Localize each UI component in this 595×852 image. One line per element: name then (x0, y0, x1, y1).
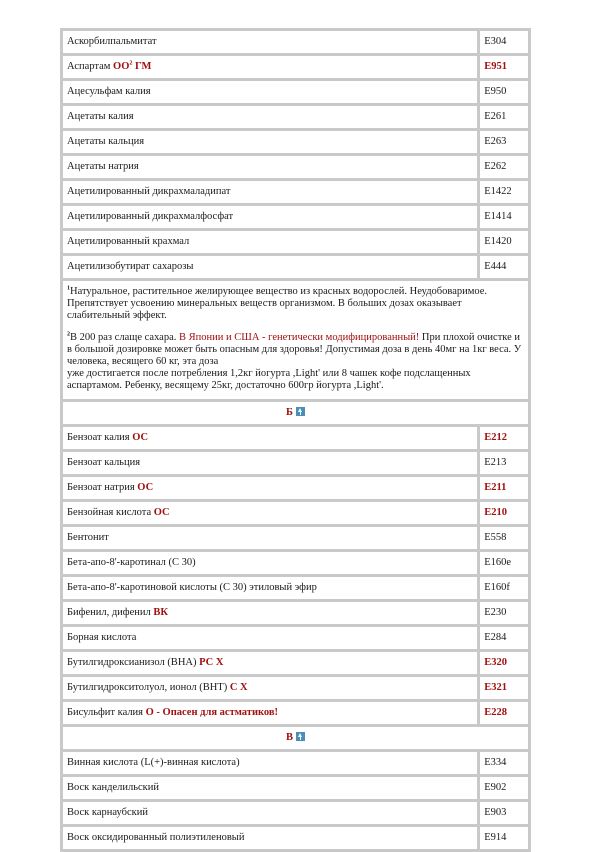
additive-name: Бисульфит калия (67, 707, 144, 718)
additive-name: Ацетилизобутират сахарозы (67, 261, 194, 272)
table-row (63, 31, 528, 53)
risk-mark: ОС (153, 507, 170, 518)
table-row (63, 577, 528, 599)
table-row (63, 602, 528, 624)
additive-name: Ацетаты натрия (67, 161, 139, 172)
table-row (63, 231, 528, 253)
risk-mark: ОО (113, 61, 130, 72)
risk-mark-gm: ГМ (135, 61, 152, 72)
footnote-1-text: Натуральное, растительное желирующее вещество из красных водорослей. Неудобоваримое. Препятствует усвоению минеральных веществ организмом. В больших дозах оказывает слабительный эффект. (67, 286, 488, 321)
table-row (63, 677, 528, 699)
section-header-b (63, 402, 528, 424)
table-row (63, 652, 528, 674)
e-code: E1422 (480, 181, 528, 203)
additive-name-cell (63, 802, 477, 824)
e-code: E262 (480, 156, 528, 178)
table-row (63, 477, 528, 499)
e-code: E261 (480, 106, 528, 128)
additive-name: Бензоат натрия (67, 482, 135, 493)
table-row (63, 452, 528, 474)
table-row (63, 106, 528, 128)
additives-table (60, 28, 531, 852)
additive-name: Винная кислота (L(+)-винная кислота) (67, 757, 240, 768)
additive-name: Бентонит (67, 532, 109, 543)
additive-name: Ацетилированный крахмал (67, 236, 190, 247)
additive-name-cell (63, 106, 477, 128)
additive-name-cell (63, 31, 477, 53)
footnote-2-marker: 2 (67, 331, 70, 338)
section-letter-b: Б (286, 407, 293, 418)
risk-mark: ОС (137, 482, 154, 493)
table-row (63, 527, 528, 549)
additive-name-cell (63, 677, 477, 699)
additive-name-cell (63, 827, 477, 849)
additive-name: Аскорбилпальмитат (67, 36, 157, 47)
table-row (63, 502, 528, 524)
additive-name: Ацетаты калия (67, 111, 134, 122)
section-a-rows (63, 31, 528, 278)
e-code: E558 (480, 527, 528, 549)
additive-name-cell (63, 81, 477, 103)
table-row (63, 627, 528, 649)
e-code: E951 (480, 56, 528, 78)
additive-name-cell (63, 752, 477, 774)
footnote-1-marker: 1 (67, 285, 70, 292)
table-row (63, 156, 528, 178)
e-code: E902 (480, 777, 528, 799)
e-code: E444 (480, 256, 528, 278)
risk-mark: ВК (153, 607, 168, 618)
additive-name-cell (63, 256, 477, 278)
additive-name: Воск карнаубский (67, 807, 148, 818)
e-code: E284 (480, 627, 528, 649)
notes-block (63, 281, 528, 424)
footnote-ref[interactable]: 2 (129, 60, 133, 67)
table-row (63, 827, 528, 849)
risk-mark: О - Опасен для астматиков! (145, 707, 279, 718)
additive-name-cell (63, 156, 477, 178)
e-code: E1420 (480, 231, 528, 253)
section-v-rows (63, 752, 528, 849)
table-row (63, 702, 528, 724)
additive-name-cell (63, 231, 477, 253)
section-v-header-block (63, 727, 528, 749)
section-b-rows (63, 427, 528, 724)
e-code: E334 (480, 752, 528, 774)
additive-name-cell (63, 552, 477, 574)
up-arrow-icon[interactable] (296, 407, 305, 416)
e-code: E213 (480, 452, 528, 474)
additive-name-cell (63, 577, 477, 599)
table-row (63, 427, 528, 449)
e-code: E1414 (480, 206, 528, 228)
e-code: E903 (480, 802, 528, 824)
additive-name: Ацетилированный дикрахмалфосфат (67, 211, 234, 222)
table-row (63, 777, 528, 799)
e-code: E950 (480, 81, 528, 103)
additive-name: Ацетилированный дикрахмаладипат (67, 186, 231, 197)
e-code: E321 (480, 677, 528, 699)
additive-name: Бета-апо-8'-каротинал (С 30) (67, 557, 196, 568)
additive-name-cell (63, 652, 477, 674)
e-code: E160e (480, 552, 528, 574)
table-row (63, 256, 528, 278)
additive-name: Ацетаты кальция (67, 136, 145, 147)
table-row (63, 206, 528, 228)
additive-name: Ацесульфам калия (67, 86, 151, 97)
additive-name: Бензойная кислота (67, 507, 152, 518)
additive-name-cell (63, 131, 477, 153)
e-code: E320 (480, 652, 528, 674)
additive-name-cell (63, 702, 477, 724)
e-code: E230 (480, 602, 528, 624)
risk-mark: С Х (229, 682, 248, 693)
notes-cell (63, 281, 528, 399)
additive-name-cell (63, 602, 477, 624)
additive-name-cell (63, 627, 477, 649)
footnote-2-text-a: В 200 раз слаще сахара. (70, 332, 179, 343)
table-row (63, 802, 528, 824)
additive-name: Бензоат калия (67, 432, 130, 443)
footnote-2-text-c: уже достигается после потребления 1,2кг йогурта ,Light' или 8 чашек кофе подслащенных аспартамом. Ребенку, весящему 25кг, достаточно 600гр йогурта ,Light'. (67, 368, 471, 391)
table-row (63, 81, 528, 103)
additive-name-cell (63, 527, 477, 549)
additive-name: Аспартам (67, 61, 111, 72)
table-row (63, 56, 528, 78)
additive-name: Борная кислота (67, 632, 137, 643)
footnote-2-text-b: При плохой очистке и в большой дозировке может быть опасным для здоровья! Допустимая доза в день 40мг на 1кг веса. У человека, весящего 60 кг, эта доза (67, 332, 522, 367)
additive-name-cell (63, 452, 477, 474)
additive-name: Воск оксидированный полиэтиленовый (67, 832, 245, 843)
additives-sheet (60, 28, 531, 852)
e-code: E212 (480, 427, 528, 449)
risk-mark: ОС (132, 432, 149, 443)
e-code: E263 (480, 131, 528, 153)
e-code: E914 (480, 827, 528, 849)
additive-name: Бензоат кальция (67, 457, 141, 468)
section-letter-v: В (285, 732, 293, 743)
e-code: E228 (480, 702, 528, 724)
additive-name: Бутилгидроксианизол (ВНА) (67, 657, 197, 668)
additive-name-cell (63, 181, 477, 203)
additive-name-cell (63, 477, 477, 499)
up-arrow-icon[interactable] (296, 732, 305, 741)
table-row (63, 181, 528, 203)
footnote-2-warning: В Японии и США - генетически модифицированный! (179, 332, 420, 343)
e-code: E160f (480, 577, 528, 599)
e-code: E211 (480, 477, 528, 499)
additive-name: Воск канделильский (67, 782, 160, 793)
additive-name-cell (63, 206, 477, 228)
additive-name-cell (63, 427, 477, 449)
additive-name-cell (63, 777, 477, 799)
table-row (63, 552, 528, 574)
table-row (63, 752, 528, 774)
additive-name-cell (63, 502, 477, 524)
additive-name: Бета-апо-8'-каротиновой кислоты (С 30) этиловый эфир (67, 582, 317, 593)
e-code: E304 (480, 31, 528, 53)
section-header-v (63, 727, 528, 749)
notes-row (63, 281, 528, 399)
additive-name: Бутилгидрокситолуол, ионол (ВНТ) (67, 682, 228, 693)
additive-name-cell (63, 56, 477, 78)
risk-mark: РС Х (199, 657, 224, 668)
e-code: E210 (480, 502, 528, 524)
table-row (63, 131, 528, 153)
additive-name: Бифенил, дифенил (67, 607, 151, 618)
